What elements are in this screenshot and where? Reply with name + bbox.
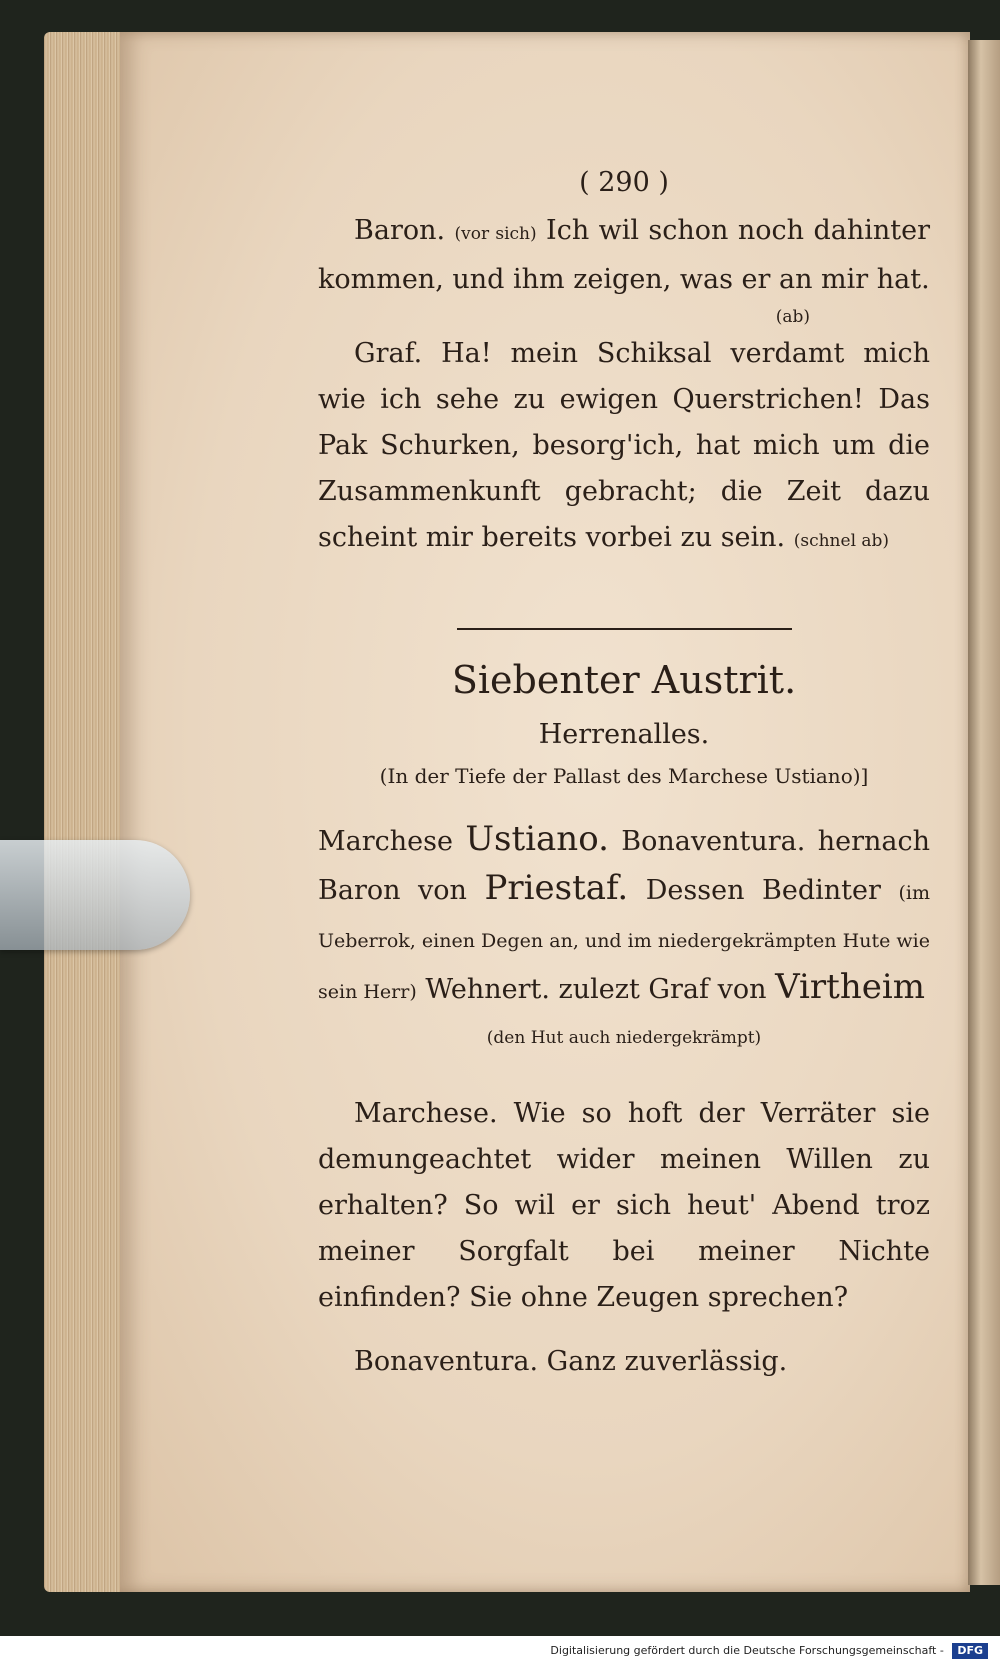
stage-direction-aside: (vor sich) [454,224,537,244]
baron-line: Ich wil schon noch dahinter kommen, und ihm zeigen, was er an mir hat. [318,215,930,295]
scene-title: Siebenter Austrit. [451,658,797,702]
graf-line: Ha! mein Schiksal verdamt mich wie ich sehe zu ewigen Querstrichen! Das Pak Schurken, besorg'ich, hat mich um die Zusammenkunft gebracht; die Zeit dazu scheint mir bereits vorbei zu sein. [318,338,930,553]
paragraph-graf [318,331,930,564]
stage-direction-exit-2: (schnel ab) [793,531,890,551]
speaker-graf: Graf. [354,338,423,369]
speaker-marchese: Marchese. [354,1098,498,1129]
scene-location: Herrenalles. [538,719,710,750]
paragraph-marchese [318,1091,930,1321]
speaker-baron: Baron. [354,215,446,246]
cast-name-priestaf: Priestaf. [484,868,629,908]
page-number: ( 290 ) [579,167,669,198]
cast-note-hat: (den Hut auch niedergekrämpt) [486,1028,762,1048]
cast-marchese: Marchese [318,826,453,857]
cast-wehnert-graf: Wehnert. zulezt Graf von [425,974,767,1005]
facing-page-edge [968,40,1000,1585]
cast-bonaventura-baron: Bonaventura. hernach Baron von [318,826,930,906]
cast-list [318,816,930,1015]
cast-bedinter: Dessen Bedinter [645,875,881,906]
bonaventura-line: Ganz zuverlässig. [546,1346,788,1377]
digitization-footer [0,1636,1000,1666]
cast-name-ustiano: Ustiano. [465,819,609,859]
paragraph-bonaventura [318,1339,930,1385]
page-content [318,160,930,1385]
glass-bookmark [0,840,190,950]
paragraph-baron [318,208,930,303]
cast-note-costume: (im Ueberrok, einen Degen an, und im niedergekrämpten Hute wie sein Herr) [318,882,930,1003]
section-divider [457,628,792,630]
stage-direction-exit: (ab) [775,307,810,327]
speaker-bonaventura: Bonaventura. [354,1346,539,1377]
cast-name-virtheim: Virtheim [775,967,925,1007]
footer-text: Digitalisierung gefördert durch die Deutsche Forschungsgemeinschaft - [550,1644,944,1657]
scene-setting: (In der Tiefe der Pallast des Marchese Ustiano)] [379,764,869,788]
marchese-line: Wie so hoft der Verräter sie demungeachtet wider meinen Willen zu erhalten? So wil er sich heut' Abend troz meiner Sorgfalt bei meiner Nichte einfinden? Sie ohne Zeugen sprechen? [318,1098,930,1313]
dfg-logo: DFG [952,1643,988,1659]
